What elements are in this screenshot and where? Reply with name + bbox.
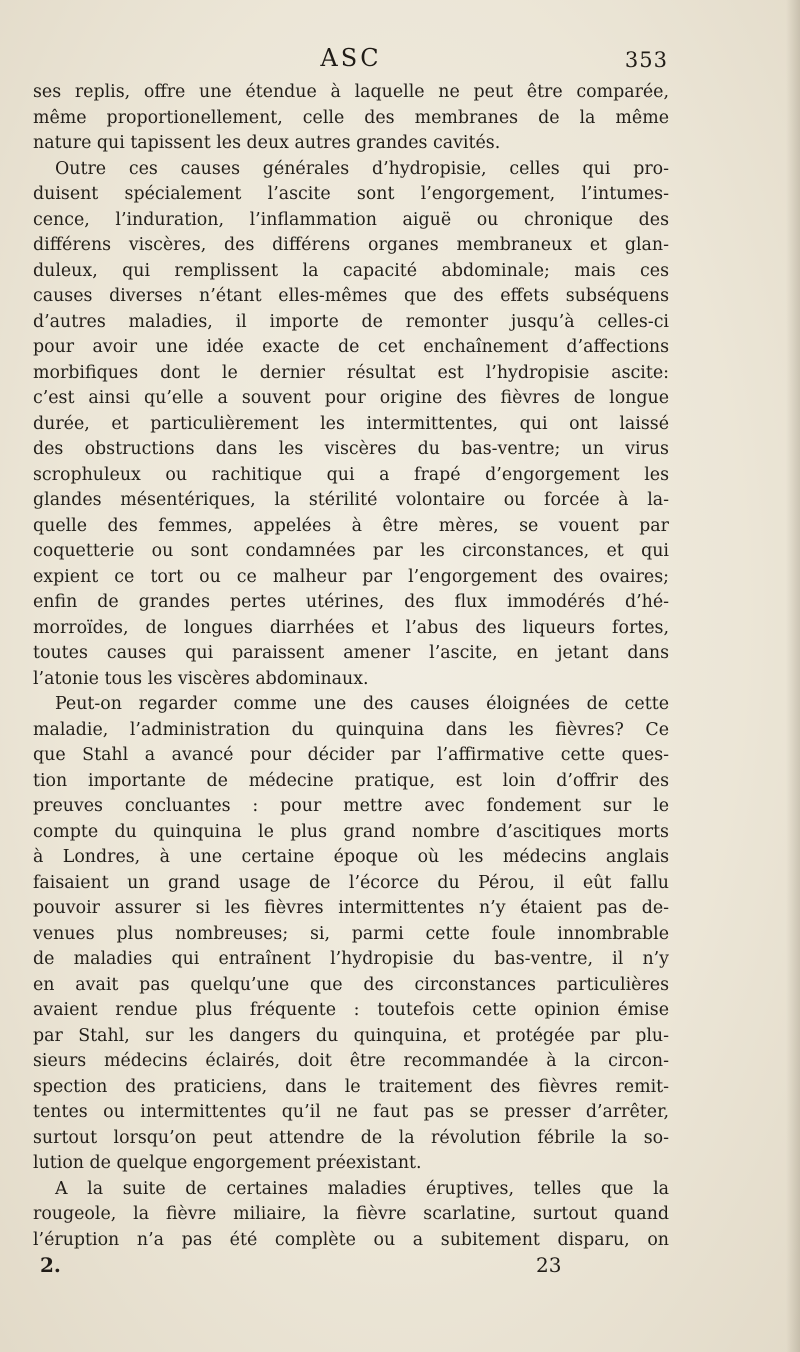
text-line: spection des praticiens, dans le traitement des fièvres remit-: [33, 1076, 669, 1097]
text-line: Outre ces causes générales d’hydropisie, celles qui pro-: [55, 158, 669, 179]
text-line: en avait pas quelqu’une que des circonstances particulières: [33, 974, 669, 995]
text-line: scrophuleux ou rachitique qui a frapé d’engorgement les: [33, 464, 669, 485]
text-line: sieurs médecins éclairés, doit être recommandée à la circon-: [33, 1051, 669, 1071]
text-line: pour avoir une idée exacte de cet enchaînement d’affections: [33, 337, 669, 357]
text-line: venues plus nombreuses; si, parmi cette foule innombrable: [33, 923, 669, 944]
text-line: compte du quinquina le plus grand nombre d’ascitiques morts: [33, 821, 669, 842]
body-text: [33, 80, 669, 1253]
text-line: duisent spécialement l’ascite sont l’engorgement, l’intumes-: [33, 184, 669, 204]
text-line: par Stahl, sur les dangers du quinquina, et protégée par plu-: [33, 1025, 669, 1046]
text-line: faisaient un grand usage de l’écorce du Pérou, il eût fallu: [33, 872, 669, 893]
text-line: même proportionellement, celle des membranes de la même: [33, 107, 669, 128]
text-line: des obstructions dans les viscères du bas-ventre; un virus: [33, 439, 669, 459]
text-line: maladie, l’administration du quinquina dans les fièvres? Ce: [33, 719, 669, 740]
text-line: preuves concluantes : pour mettre avec fondement sur le: [33, 796, 669, 816]
text-line: de maladies qui entraînent l’hydropisie du bas-ventre, il n’y: [33, 949, 669, 969]
text-line: tion importante de médecine pratique, est loin d’offrir des: [33, 770, 669, 791]
text-line: avaient rendue plus fréquente : toutefois cette opinion émise: [33, 1000, 669, 1020]
page-edge-shadow: [786, 0, 800, 1352]
text-line: ses replis, offre une étendue à laquelle ne peut être comparée,: [33, 82, 669, 102]
text-line: durée, et particulièrement les intermittentes, qui ont laissé: [33, 413, 669, 434]
text-line: A la suite de certaines maladies éruptives, telles que la: [55, 1178, 669, 1199]
running-head: ASC: [320, 44, 382, 72]
text-line: duleux, qui remplissent la capacité abdominale; mais ces: [33, 260, 669, 281]
text-line: expient ce tort ou ce malheur par l’engorgement des ovaires;: [33, 566, 669, 587]
text-line: morbifiques dont le dernier résultat est l’hydropisie ascite:: [33, 362, 669, 383]
text-line: à Londres, à une certaine époque où les médecins anglais: [33, 847, 669, 867]
text-line: cence, l’induration, l’inflammation aiguë ou chronique des: [33, 209, 669, 230]
page-header: [34, 44, 668, 80]
text-line: nature qui tapissent les deux autres grandes cavités.: [33, 133, 501, 153]
text-line: que Stahl a avancé pour décider par l’affirmative cette ques-: [33, 745, 669, 765]
text-line: toutes causes qui paraissent amener l’ascite, en jetant dans: [33, 643, 669, 663]
volume-number: 2.: [40, 1253, 61, 1277]
text-line: rougeole, la fièvre miliaire, la fièvre scarlatine, surtout quand: [33, 1204, 669, 1224]
text-line: enfin de grandes pertes utérines, des flux immodérés d’hé-: [33, 592, 669, 612]
page-number: 353: [624, 48, 668, 72]
text-line: tentes ou intermittentes qu’il ne faut pas se presser d’arrêter,: [33, 1102, 669, 1122]
text-line: c’est ainsi qu’elle a souvent pour origine des fièvres de longue: [33, 388, 669, 408]
text-line: glandes mésentériques, la stérilité volontaire ou forcée à la-: [33, 490, 669, 510]
text-line: morroïdes, de longues diarrhées et l’abus des liqueurs fortes,: [33, 617, 669, 638]
text-line: quelle des femmes, appelées à être mères, se vouent par: [33, 515, 669, 536]
signature-mark: 23: [536, 1253, 562, 1277]
text-line: causes diverses n’étant elles-mêmes que des effets subséquens: [33, 286, 669, 306]
text-line: l’éruption n’a pas été complète ou a subitement disparu, on: [33, 1229, 669, 1250]
text-line: pouvoir assurer si les fièvres intermittentes n’y étaient pas de-: [33, 898, 669, 918]
text-line: d’autres maladies, il importe de remonter jusqu’à celles-ci: [33, 311, 669, 332]
text-line: surtout lorsqu’on peut attendre de la révolution fébrile la so-: [33, 1127, 669, 1148]
text-line: différens viscères, des différens organes membraneux et glan-: [33, 235, 669, 255]
text-line: l’atonie tous les viscères abdominaux.: [33, 668, 369, 689]
text-line: Peut-on regarder comme une des causes éloignées de cette: [55, 694, 669, 714]
text-line: coquetterie ou sont condamnées par les circonstances, et qui: [33, 541, 669, 561]
text-line: lution de quelque engorgement préexistant.: [33, 1153, 422, 1173]
page-footer: [40, 1253, 600, 1283]
